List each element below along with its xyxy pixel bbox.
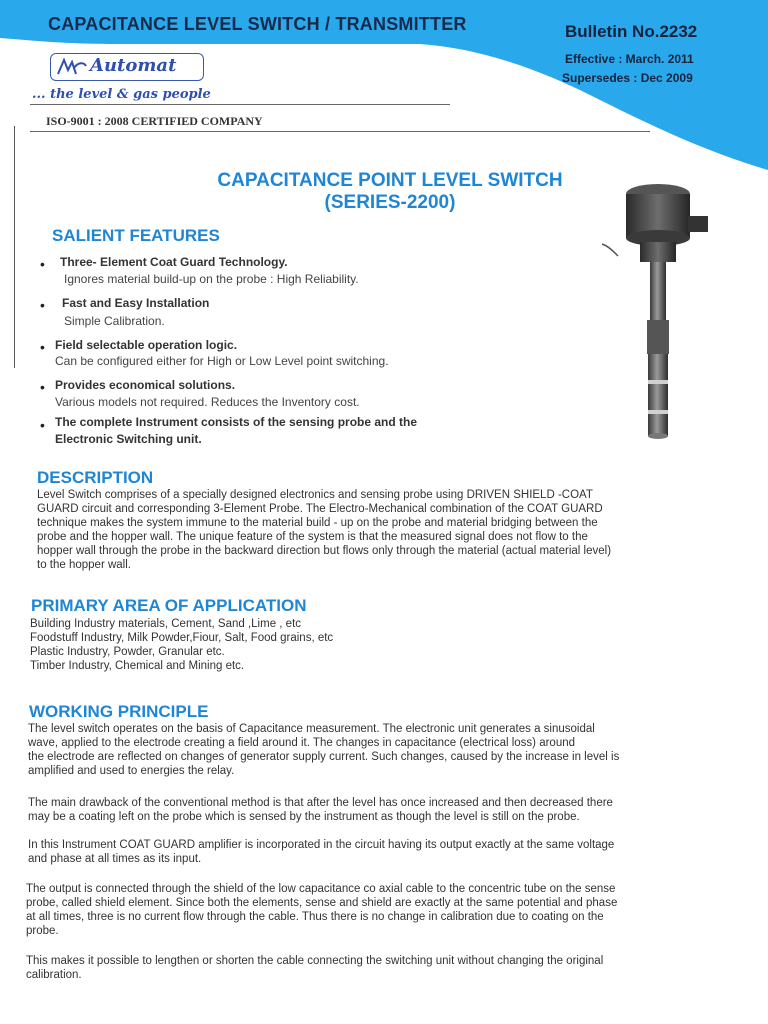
text-line: Foodstuff Industry, Milk Powder,Fiour, Salt, Food grains, etc	[30, 632, 334, 644]
text-line: hopper wall through the probe in the backward direction but flows only through the material (actual material level)	[37, 545, 612, 557]
text-line: Timber Industry, Chemical and Mining etc.	[30, 660, 245, 672]
text-line: In this Instrument COAT GUARD amplifier is incorporated in the circuit having its output exactly at the same voltage	[28, 839, 615, 851]
feature-title: Provides economical solutions.	[55, 378, 236, 392]
feature-title: Fast and Easy Installation	[62, 296, 210, 310]
iso-certification: ISO-9001 : 2008 CERTIFIED COMPANY	[46, 114, 263, 128]
feature-detail: Ignores material build-up on the probe : High Reliability.	[64, 272, 359, 286]
bullet-icon: •	[40, 256, 45, 272]
working-paragraph-1	[28, 722, 619, 778]
product-title: CAPACITANCE POINT LEVEL SWITCH	[217, 170, 563, 191]
bullet-icon: •	[40, 417, 45, 433]
header-rule-lower	[30, 131, 650, 132]
bullet-icon: •	[40, 297, 45, 313]
supersedes-date: Supersedes : Dec 2009	[562, 71, 693, 85]
text-line: probe, called shield element. Since both the elements, sense and shield are exactly at the same potential and phase	[26, 897, 618, 909]
working-principle-heading: WORKING PRINCIPLE	[29, 702, 209, 721]
application-heading: PRIMARY AREA OF APPLICATION	[31, 596, 307, 615]
logo-emblem-icon	[56, 56, 88, 78]
text-line: probe.	[26, 925, 59, 937]
text-line: at all times, three is no current flow through the cable. Thus there is no change in calibration due to coating on the	[26, 911, 604, 923]
bullet-icon: •	[40, 379, 45, 395]
feature-detail: Can be configured either for High or Low Level point switching.	[55, 354, 389, 368]
text-line: Plastic Industry, Powder, Granular etc.	[30, 646, 225, 658]
text-line: The output is connected through the shield of the low capacitance co axial cable to the concentric tube on the sense	[26, 883, 616, 895]
text-line: technique makes the system immune to the material build - up on the probe and material bridging between the	[37, 517, 598, 529]
text-line: The level switch operates on the basis of Capacitance measurement. The electronic unit generates a sinusoidal	[28, 723, 595, 735]
text-line: This makes it possible to lengthen or shorten the cable connecting the switching unit without changing the original	[26, 955, 604, 967]
text-line: probe and the hopper wall. The unique feature of the system is that the measured signal does not flow to the	[37, 531, 588, 543]
text-line: Building Industry materials, Cement, Sand ,Lime , etc	[30, 618, 302, 630]
text-line: may be a coating left on the probe which is sensed by the instrument as though the level is still on the probe.	[28, 811, 580, 823]
text-line: Level Switch comprises of a specially designed electronics and sensing probe using DRIVEN SHIELD -COAT	[37, 489, 593, 501]
feature-detail: Simple Calibration.	[64, 314, 165, 328]
level-switch-product-image	[600, 180, 720, 450]
text-line: calibration.	[26, 969, 82, 981]
bulletin-number: Bulletin No.2232	[565, 22, 698, 41]
features-heading: SALIENT FEATURES	[52, 226, 220, 245]
left-margin-rule	[14, 126, 15, 368]
working-paragraph-3	[28, 838, 614, 866]
logo-text: Automat	[90, 55, 177, 76]
description-text	[37, 488, 611, 572]
text-line: and phase at all times as its input.	[28, 853, 202, 865]
text-line: GUARD circuit and corresponding 3-Element Probe. The Electro-Mechanical combination of the COAT GUARD	[37, 503, 603, 515]
text-line: The main drawback of the conventional method is that after the level has once increased and then decreased there	[28, 797, 613, 809]
text-line: amplified and used to energies the relay.	[28, 765, 235, 777]
effective-date: Effective : March. 2011	[565, 52, 694, 66]
bullet-icon: •	[40, 339, 45, 355]
company-tagline: ... the level & gas people	[32, 87, 211, 102]
text-line: the electrode are reflected on changes of generator supply current. Such changes, caused by the increase in level is	[28, 751, 620, 763]
working-paragraph-4	[26, 882, 617, 938]
feature-title: Three- Element Coat Guard Technology.	[60, 255, 288, 269]
feature-title-continued: Electronic Switching unit.	[55, 432, 202, 446]
feature-detail: Various models not required. Reduces the Inventory cost.	[55, 395, 360, 409]
working-paragraph-2	[28, 796, 613, 824]
description-heading: DESCRIPTION	[37, 468, 154, 487]
working-paragraph-5	[26, 954, 603, 982]
feature-title: The complete Instrument consists of the sensing probe and the	[55, 415, 418, 429]
feature-title: Field selectable operation logic.	[55, 338, 238, 352]
application-list	[30, 617, 333, 673]
product-series: (SERIES-2200)	[324, 192, 456, 213]
text-line: to the hopper wall.	[37, 559, 131, 571]
header-title: CAPACITANCE LEVEL SWITCH / TRANSMITTER	[48, 14, 467, 34]
text-line: wave, applied to the electrode creating a field around it. The changes in capacitance (electrical loss) around	[28, 737, 576, 749]
header-rule	[30, 104, 450, 105]
